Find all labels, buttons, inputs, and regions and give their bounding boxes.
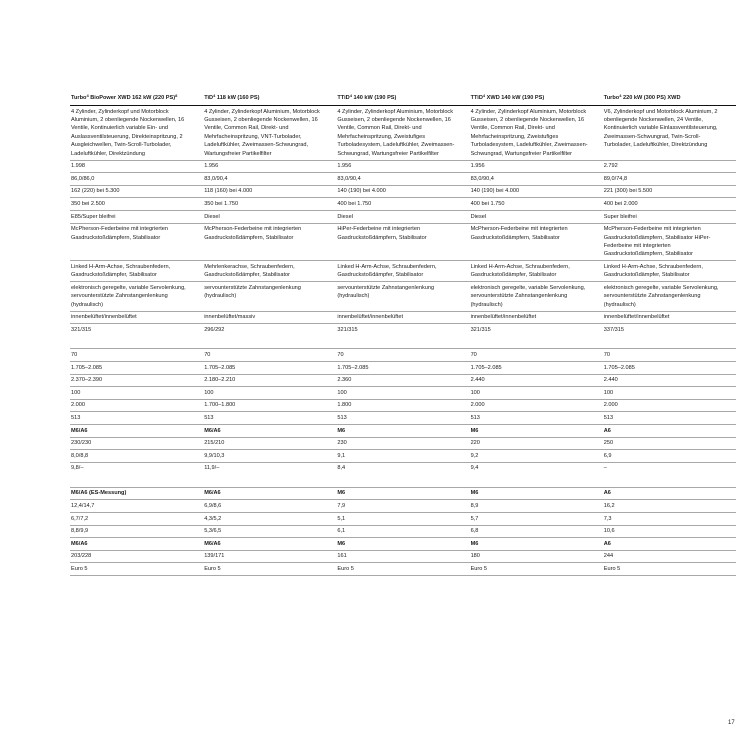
table-cell: 180 — [470, 550, 603, 563]
table-cell: 350 bei 2.500 — [70, 198, 203, 211]
table-cell: M6/A6 — [70, 424, 203, 437]
table-cell: 7,3 — [603, 512, 736, 525]
table-row — [70, 185, 736, 198]
table-cell: M6/A6 — [70, 538, 203, 551]
table-cell: 2.000 — [470, 399, 603, 412]
table-cell: M6 — [470, 424, 603, 437]
table-cell: 2.000 — [603, 399, 736, 412]
table-cell: 5,3/6,5 — [203, 525, 336, 538]
table-cell: 1.956 — [203, 160, 336, 173]
table-cell: 513 — [336, 412, 469, 425]
table-cell: A6 — [603, 487, 736, 500]
table-row — [70, 525, 736, 538]
table-row — [70, 462, 736, 487]
table-cell: 321/315 — [70, 324, 203, 349]
table-cell: Euro 5 — [70, 563, 203, 576]
table-cell: M6 — [336, 424, 469, 437]
table-cell: Super bleifrei — [603, 211, 736, 224]
table-row — [70, 311, 736, 324]
table-cell: 100 — [336, 387, 469, 400]
column-header: Turbo$^4$ BioPower XWD 162 kW (220 PS)$^8$ — [70, 92, 203, 106]
table-cell: V6, Zylinderkopf und Motorblock Aluminium, 2 obenliegende Nockenwellen, 24 Ventile, Kontinuierlich variable Einlassventilsteuerung, Zweimassen-Schwungrad, Twin-Scroll-Turbolader, Ladeluftkühler, Direktzündung — [603, 106, 736, 161]
table-cell: 400 bei 1.750 — [470, 198, 603, 211]
table-row — [70, 563, 736, 576]
table-cell: 70 — [470, 349, 603, 362]
table-cell: McPherson-Federbeine mit integrierten Gasdruckstoßdämpfern, Stabilisator — [470, 223, 603, 261]
table-cell: 230 — [336, 437, 469, 450]
table-cell: innenbelüftet/innenbelüftet — [470, 311, 603, 324]
table-cell: 2.360 — [336, 374, 469, 387]
table-cell: Linked H-Arm-Achse, Schraubenfedern, Gasdruckstoßdämpfer, Stabilisator — [470, 261, 603, 282]
table-cell: Diesel — [470, 211, 603, 224]
table-cell: 7,9 — [336, 500, 469, 513]
table-cell: 83,0/90,4 — [470, 173, 603, 186]
table-cell: M6/A6 — [203, 424, 336, 437]
table-cell: 2.440 — [470, 374, 603, 387]
table-cell: 83,0/90,4 — [336, 173, 469, 186]
table-cell: 296/292 — [203, 324, 336, 349]
table-cell: 8,9 — [470, 500, 603, 513]
table-cell: 140 (190) bei 4.000 — [336, 185, 469, 198]
table-cell: 2.370–2.390 — [70, 374, 203, 387]
table-cell: elektronisch geregelte, variable Servolenkung, servounterstützte Zahnstangenlenkung (hydraulisch) — [470, 282, 603, 311]
table-cell: 6,7/7,2 — [70, 512, 203, 525]
table-cell: 1.956 — [470, 160, 603, 173]
table-cell: McPherson-Federbeine mit integrierten Gasdruckstoßdämpfern, Stabilisator HiPer-Federbeine mit integrierten Gasdruckstoßdämpfern, Stabilisator — [603, 223, 736, 261]
table-header-row — [70, 92, 736, 106]
table-row — [70, 450, 736, 463]
table-cell: 161 — [336, 550, 469, 563]
table-cell: 4,3/5,2 — [203, 512, 336, 525]
table-cell: 89,0/74,8 — [603, 173, 736, 186]
table-cell: 221 (300) bei 5.500 — [603, 185, 736, 198]
table-cell: 8,4 — [336, 462, 469, 487]
table-cell: 400 bei 1.750 — [336, 198, 469, 211]
table-cell: A6 — [603, 538, 736, 551]
table-cell: 9,8/– — [70, 462, 203, 487]
table-cell: 230/230 — [70, 437, 203, 450]
table-cell: 6,8 — [470, 525, 603, 538]
table-cell: 400 bei 2.000 — [603, 198, 736, 211]
table-cell: 11,9/– — [203, 462, 336, 487]
table-row — [70, 550, 736, 563]
table-cell: 2.440 — [603, 374, 736, 387]
column-header: TiD$^4$ 118 kW (160 PS) — [203, 92, 336, 106]
table-cell: innenbelüftet/innenbelüftet — [603, 311, 736, 324]
table-cell: 8,8/9,9 — [70, 525, 203, 538]
table-cell: M6/A6 — [203, 487, 336, 500]
table-cell: M6 — [470, 538, 603, 551]
table-row — [70, 512, 736, 525]
table-cell: 4 Zylinder, Zylinderkopf Aluminium, Motorblock Gusseisen, 2 obenliegende Nockenwellen, 16 Ventile, Common Rail, Direkt- und Mehrfacheinspritzung, VNT-Turbolader, Ladeluftkühler, Zweimassen-Schwungrad, Wartungsfreier Partikelfilter — [203, 106, 336, 161]
table-row — [70, 387, 736, 400]
table-cell: Euro 5 — [336, 563, 469, 576]
table-cell: 162 (220) bei 5.300 — [70, 185, 203, 198]
table-cell: 100 — [603, 387, 736, 400]
table-cell: 1.700–1.800 — [203, 399, 336, 412]
table-cell: M6 — [470, 487, 603, 500]
table-cell: Linked H-Arm-Achse, Schraubenfedern, Gasdruckstoßdämpfer, Stabilisator — [336, 261, 469, 282]
table-cell: 83,0/90,4 — [203, 173, 336, 186]
table-cell: Euro 5 — [203, 563, 336, 576]
table-cell: E85/Super bleifrei — [70, 211, 203, 224]
table-row — [70, 282, 736, 311]
column-header: TTiD$^4$ 140 kW (190 PS) — [336, 92, 469, 106]
table-cell: servounterstützte Zahnstangenlenkung (hydraulisch) — [336, 282, 469, 311]
table-cell: 86,0/86,0 — [70, 173, 203, 186]
table-cell: 220 — [470, 437, 603, 450]
table-row — [70, 374, 736, 387]
table-cell: 70 — [603, 349, 736, 362]
table-cell: 350 bei 1.750 — [203, 198, 336, 211]
table-cell: 513 — [203, 412, 336, 425]
table-cell: 139/171 — [203, 550, 336, 563]
table-cell: 1.998 — [70, 160, 203, 173]
table-row — [70, 437, 736, 450]
table-section-header-row — [70, 424, 736, 437]
table-cell: 70 — [203, 349, 336, 362]
table-cell: 6,9/8,6 — [203, 500, 336, 513]
table-cell: A6 — [603, 424, 736, 437]
table-cell: 513 — [70, 412, 203, 425]
table-cell: Linked H-Arm-Achse, Schraubenfedern, Gasdruckstoßdämpfer, Stabilisator — [70, 261, 203, 282]
table-cell: Diesel — [203, 211, 336, 224]
table-cell: 244 — [603, 550, 736, 563]
table-cell: 321/315 — [336, 324, 469, 349]
table-cell: 100 — [203, 387, 336, 400]
table-cell: 1.800 — [336, 399, 469, 412]
technical-data-table — [70, 92, 736, 576]
table-row — [70, 160, 736, 173]
table-cell: 1.705–2.085 — [603, 362, 736, 375]
table-cell: 9,1 — [336, 450, 469, 463]
table-cell: Linked H-Arm-Achse, Schraubenfedern, Gasdruckstoßdämpfer, Stabilisator — [603, 261, 736, 282]
table-cell: 100 — [70, 387, 203, 400]
table-row — [70, 349, 736, 362]
table-cell: 100 — [470, 387, 603, 400]
table-cell: innenbelüftet/innenbelüftet — [336, 311, 469, 324]
table-cell: 8,0/8,8 — [70, 450, 203, 463]
table-section-header-row — [70, 538, 736, 551]
table-cell: 9,9/10,3 — [203, 450, 336, 463]
table-cell: elektronisch geregelte, variable Servolenkung, servounterstützte Zahnstangenlenkung (hydraulisch) — [70, 282, 203, 311]
table-cell: Diesel — [336, 211, 469, 224]
table-row — [70, 399, 736, 412]
table-cell: 70 — [70, 349, 203, 362]
page-number: 17 — [728, 720, 735, 726]
table-cell: 215/210 — [203, 437, 336, 450]
table-cell: 2.792 — [603, 160, 736, 173]
table-row — [70, 324, 736, 349]
table-cell: 2.000 — [70, 399, 203, 412]
table-cell: 1.705–2.085 — [470, 362, 603, 375]
table-cell: M6 — [336, 538, 469, 551]
table-cell: innenbelüftet/massiv — [203, 311, 336, 324]
table-section-header-row — [70, 487, 736, 500]
column-header: TTiD$^4$ XWD 140 kW (190 PS) — [470, 92, 603, 106]
table-cell: McPherson-Federbeine mit integrierten Gasdruckstoßdämpfern, Stabilisator — [203, 223, 336, 261]
table-cell: McPherson-Federbeine mit integrierten Gasdruckstoßdämpfern, Stabilisator — [70, 223, 203, 261]
table-cell: 10,6 — [603, 525, 736, 538]
table-cell: 1.956 — [336, 160, 469, 173]
table-cell: M6/A6 — [203, 538, 336, 551]
table-cell: 4 Zylinder, Zylinderkopf Aluminium, Motorblock Gusseisen, 2 obenliegende Nockenwellen, 16 Ventile, Common Rail, Direkt- und Mehrfacheinspritzung, Zweistufiges Turboladesystem, Ladeluftkühler, Zweimassen-Schwungrad, Wartungsfreier Partikelfilter — [336, 106, 469, 161]
table-cell: – — [603, 462, 736, 487]
column-header: Turbo$^4$ 220 kW (300 PS) XWD — [603, 92, 736, 106]
table-cell: 5,7 — [470, 512, 603, 525]
table-cell: Mehrlenkerachse, Schraubenfedern, Gasdruckstoßdämpfer, Stabilisator — [203, 261, 336, 282]
table-cell: 9,2 — [470, 450, 603, 463]
table-row — [70, 412, 736, 425]
table-row — [70, 173, 736, 186]
table-cell: 203/228 — [70, 550, 203, 563]
table-cell: 118 (160) bei 4.000 — [203, 185, 336, 198]
table-cell: innenbelüftet/innenbelüftet — [70, 311, 203, 324]
table-cell: 513 — [470, 412, 603, 425]
table-cell: 4 Zylinder, Zylinderkopf Aluminium, Motorblock Gusseisen, 2 obenliegende Nockenwellen, 16 Ventile, Common Rail, Direkt- und Mehrfacheinspritzung, Zweistufiges Turboladesystem, Ladeluftkühler, Zweimassen-Schwungrad, Wartungsfreier Partikelfilter — [470, 106, 603, 161]
table-cell: HiPer-Federbeine mit integrierten Gasdruckstoßdämpfern, Stabilisator — [336, 223, 469, 261]
table-cell: 6,1 — [336, 525, 469, 538]
table-row — [70, 500, 736, 513]
table-cell: 1.705–2.085 — [70, 362, 203, 375]
table-row — [70, 261, 736, 282]
table-cell: 12,4/14,7 — [70, 500, 203, 513]
table-body — [70, 106, 736, 576]
table-cell: 1.705–2.085 — [203, 362, 336, 375]
table-cell: 250 — [603, 437, 736, 450]
table-cell: 16,2 — [603, 500, 736, 513]
table-cell: 6,9 — [603, 450, 736, 463]
table-row — [70, 362, 736, 375]
table-cell: Euro 5 — [470, 563, 603, 576]
table-cell: 1.705–2.085 — [336, 362, 469, 375]
table-cell: M6/A6 (ES-Messung) — [70, 487, 203, 500]
table-cell: 140 (190) bei 4.000 — [470, 185, 603, 198]
table-row — [70, 198, 736, 211]
table-cell: 5,1 — [336, 512, 469, 525]
table-cell: 321/315 — [470, 324, 603, 349]
table-cell: 2.180–2.210 — [203, 374, 336, 387]
table-cell: 70 — [336, 349, 469, 362]
table-cell: servounterstützte Zahnstangenlenkung (hydraulisch) — [203, 282, 336, 311]
table-cell: 4 Zylinder, Zylinderkopf und Motorblock Aluminium, 2 obenliegende Nockenwellen, 16 Ventile, Kontinuierlich variable Ein- und Auslassventilsteuerung, Direkteinspritzung, 2 Ausgleichwellen, Twin-Scroll-Turbolader, Ladeluftkühler, Direktzündung — [70, 106, 203, 161]
table-cell: 9,4 — [470, 462, 603, 487]
spec-table-container — [70, 92, 736, 576]
table-cell: Euro 5 — [603, 563, 736, 576]
table-cell: 513 — [603, 412, 736, 425]
table-row — [70, 211, 736, 224]
table-row — [70, 106, 736, 161]
table-cell: 337/315 — [603, 324, 736, 349]
table-row — [70, 223, 736, 261]
table-cell: elektronisch geregelte, variable Servolenkung, servounterstützte Zahnstangenlenkung (hydraulisch) — [603, 282, 736, 311]
table-cell: M6 — [336, 487, 469, 500]
